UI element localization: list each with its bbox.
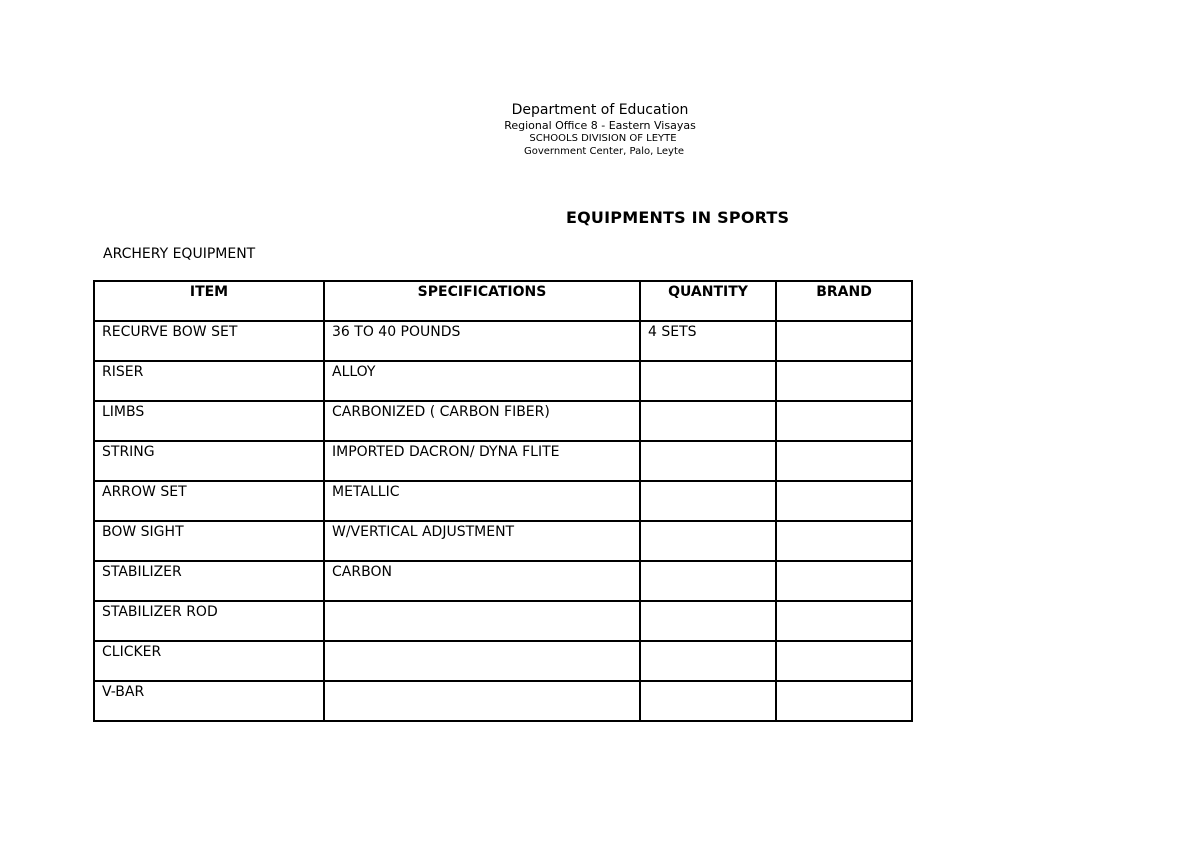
specifications-cell: CARBONIZED ( CARBON FIBER) — [324, 401, 640, 441]
brand-cell — [776, 481, 912, 521]
equipment-table — [93, 280, 913, 722]
specifications-cell: ALLOY — [324, 361, 640, 401]
item-cell: RECURVE BOW SET — [94, 321, 324, 361]
brand-cell — [776, 601, 912, 641]
regional-office: Regional Office 8 - Eastern Visayas — [504, 119, 696, 132]
brand-cell — [776, 561, 912, 601]
brand-cell — [776, 641, 912, 681]
table-row — [94, 641, 912, 681]
specifications-cell: 36 TO 40 POUNDS — [324, 321, 640, 361]
quantity-cell — [640, 481, 776, 521]
quantity-cell — [640, 521, 776, 561]
specifications-cell: IMPORTED DACRON/ DYNA FLITE — [324, 441, 640, 481]
document-title: EQUIPMENTS IN SPORTS — [566, 208, 790, 227]
table-row — [94, 601, 912, 641]
letterhead — [400, 101, 800, 158]
column-header-brand: BRAND — [776, 281, 912, 321]
specifications-cell — [324, 641, 640, 681]
quantity-cell — [640, 641, 776, 681]
specifications-cell: CARBON — [324, 561, 640, 601]
quantity-cell — [640, 681, 776, 721]
quantity-cell — [640, 441, 776, 481]
specifications-cell: METALLIC — [324, 481, 640, 521]
brand-cell — [776, 321, 912, 361]
section-heading: ARCHERY EQUIPMENT — [103, 246, 256, 262]
table-row — [94, 521, 912, 561]
table-row — [94, 681, 912, 721]
quantity-cell — [640, 361, 776, 401]
specifications-cell — [324, 681, 640, 721]
brand-cell — [776, 441, 912, 481]
quantity-cell — [640, 601, 776, 641]
table-row — [94, 321, 912, 361]
quantity-cell: 4 SETS — [640, 321, 776, 361]
column-header-item: ITEM — [94, 281, 324, 321]
table-row — [94, 561, 912, 601]
item-cell: V-BAR — [94, 681, 324, 721]
schools-division: SCHOOLS DIVISION OF LEYTE — [529, 133, 677, 144]
quantity-cell — [640, 401, 776, 441]
specifications-cell — [324, 601, 640, 641]
brand-cell — [776, 521, 912, 561]
brand-cell — [776, 361, 912, 401]
item-cell: LIMBS — [94, 401, 324, 441]
column-header-specifications: SPECIFICATIONS — [324, 281, 640, 321]
item-cell: BOW SIGHT — [94, 521, 324, 561]
item-cell: CLICKER — [94, 641, 324, 681]
office-address: Government Center, Palo, Leyte — [523, 146, 685, 157]
column-header-quantity: QUANTITY — [640, 281, 776, 321]
table-row — [94, 401, 912, 441]
brand-cell — [776, 681, 912, 721]
item-cell: RISER — [94, 361, 324, 401]
item-cell: ARROW SET — [94, 481, 324, 521]
table-row — [94, 481, 912, 521]
item-cell: STABILIZER — [94, 561, 324, 601]
specifications-cell: W/VERTICAL ADJUSTMENT — [324, 521, 640, 561]
item-cell: STABILIZER ROD — [94, 601, 324, 641]
brand-cell — [776, 401, 912, 441]
item-cell: STRING — [94, 441, 324, 481]
quantity-cell — [640, 561, 776, 601]
table-row — [94, 361, 912, 401]
department-name: Department of Education — [511, 102, 689, 118]
table-header-row — [94, 281, 912, 321]
table-row — [94, 441, 912, 481]
